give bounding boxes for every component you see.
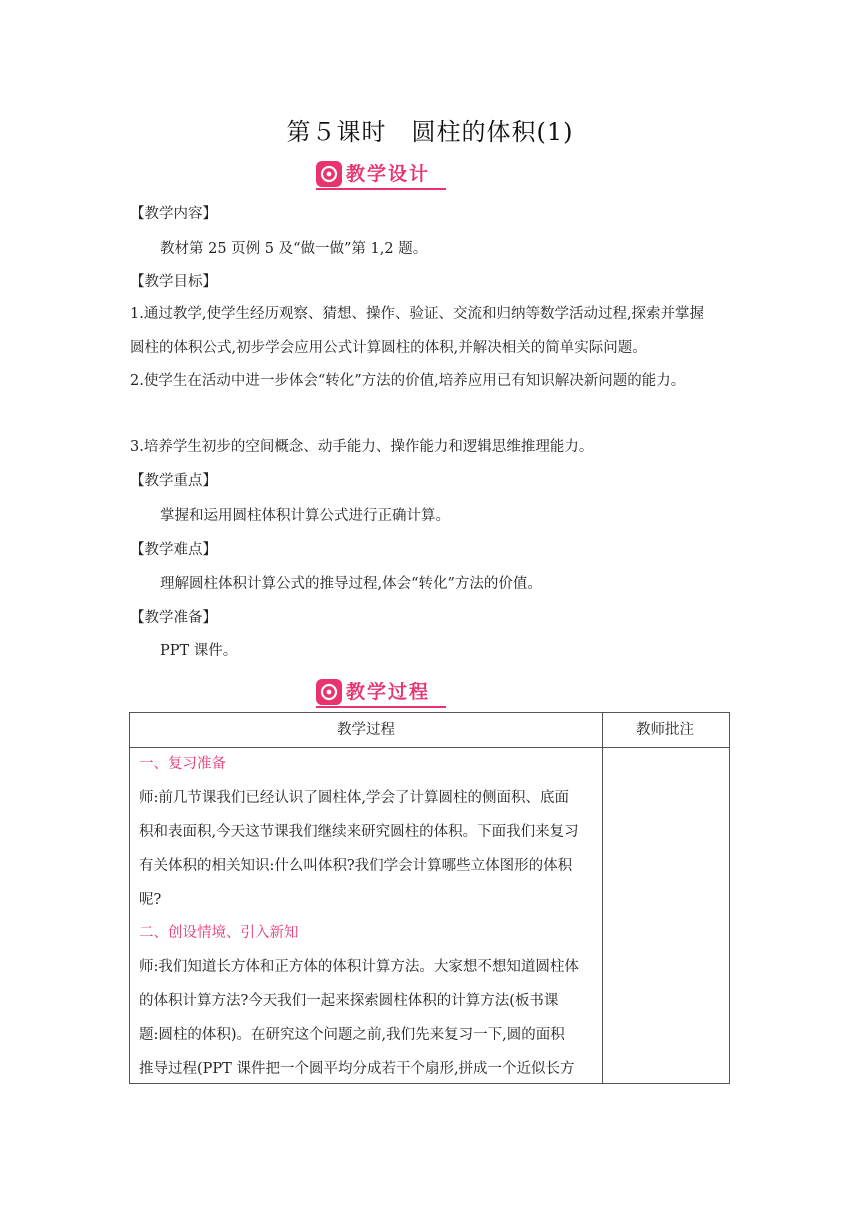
flower-logo-icon	[316, 161, 342, 187]
banner-label: 教学过程	[346, 681, 431, 703]
goal-1-line-1: 1.通过教学,使学生经历观察、猜想、操作、验证、交流和归纳等数学活动过程,探索并掌握	[130, 306, 705, 322]
banner-teaching-design	[316, 160, 446, 188]
table-text-line: 积和表面积,今天这节课我们继续来研究圆柱的体积。下面我们来复习	[139, 824, 579, 840]
key-text: 掌握和运用圆柱体积计算公式进行正确计算。	[160, 508, 450, 524]
flower-logo-icon	[316, 679, 342, 705]
content-text: 教材第 25 页例 5 及“做一做”第 1,2 题。	[160, 241, 428, 257]
goal-1-line-2: 圆柱的体积公式,初步学会应用公式计算圆柱的体积,并解决相关的简单实际问题。	[130, 340, 647, 356]
table-header-row	[130, 713, 729, 748]
table-text-line: 呢?	[139, 892, 162, 908]
col-header-process: 教学过程	[337, 722, 395, 738]
page-title: 第５课时 圆柱的体积(1)	[286, 118, 574, 146]
table-text-line: 的体积计算方法?今天我们一起来探索圆柱体积的计算方法(板书课	[139, 993, 559, 1009]
table-text-line: 师:前几节课我们已经认识了圆柱体,学会了计算圆柱的侧面积、底面	[139, 790, 569, 806]
section-heading-prep: 【教学准备】	[130, 610, 217, 626]
step-heading: 二、创设情境、引入新知	[139, 925, 299, 941]
table-text-line: 师:我们知道长方体和正方体的体积计算方法。大家想不想知道圆柱体	[139, 959, 579, 975]
goal-3: 3.培养学生初步的空间概念、动手能力、操作能力和逻辑思维推理能力。	[130, 439, 594, 455]
prep-text: PPT 课件。	[160, 643, 238, 659]
section-heading-difficult: 【教学难点】	[130, 542, 217, 558]
table-text-line: 推导过程(PPT 课件把一个圆平均分成若干个扇形,拼成一个近似长方	[139, 1061, 575, 1077]
banner-label: 教学设计	[346, 163, 431, 185]
banner-underline	[316, 188, 446, 190]
banner-teaching-process	[316, 678, 446, 706]
section-heading-content: 【教学内容】	[130, 206, 217, 222]
section-heading-goals: 【教学目标】	[130, 274, 217, 290]
col-header-notes: 教师批注	[636, 722, 694, 738]
process-table	[129, 712, 730, 1084]
table-text-line: 题:圆柱的体积)。在研究这个问题之前,我们先来复习一下,圆的面积	[139, 1027, 565, 1043]
banner-underline	[316, 706, 446, 708]
table-text-line: 有关体积的相关知识:什么叫体积?我们学会计算哪些立体图形的体积	[139, 858, 573, 874]
step-heading: 一、复习准备	[139, 756, 226, 772]
section-heading-key: 【教学重点】	[130, 473, 217, 489]
difficult-text: 理解圆柱体积计算公式的推导过程,体会“转化”方法的价值。	[160, 576, 542, 592]
column-divider	[602, 713, 603, 1083]
goal-2: 2.使学生在活动中进一步体会“转化”方法的价值,培养应用已有知识解决新问题的能力。	[130, 373, 686, 389]
